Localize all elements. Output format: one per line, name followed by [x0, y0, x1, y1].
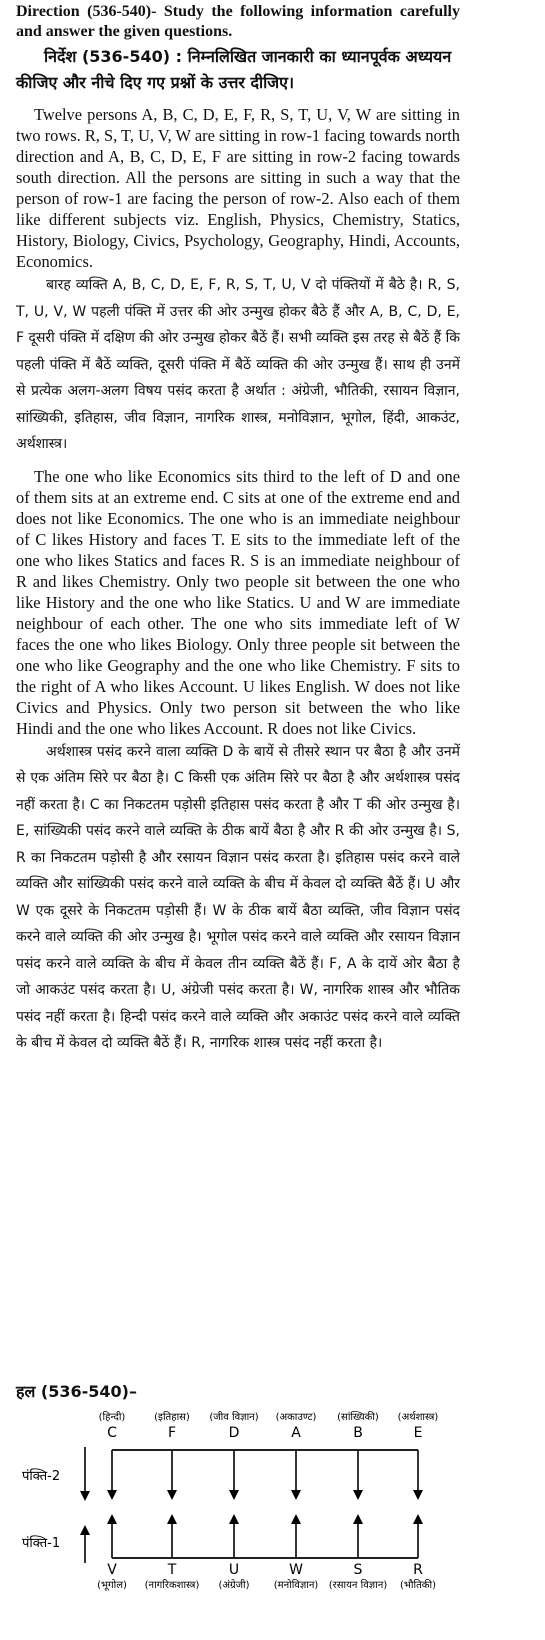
- row2-person-label: B: [353, 1425, 363, 1441]
- row1-person-label: W: [289, 1562, 303, 1578]
- row1-person-label: U: [228, 1562, 240, 1578]
- row2-subject-label: (जीव विज्ञान): [209, 1412, 259, 1423]
- row1-subject-label: (भूगोल): [97, 1580, 127, 1591]
- row2-direction-arrow: [80, 1447, 90, 1501]
- row1-arrow-head: [353, 1514, 363, 1524]
- row2-person-label: A: [291, 1425, 301, 1441]
- direction-heading-english: Direction (536-540)- Study the following information carefully and answer the given questions.: [16, 3, 460, 40]
- row2-subject-label: (अकाउण्ट): [275, 1412, 317, 1423]
- row1-subject-label: (भौतिकी): [400, 1580, 436, 1591]
- seating-diagram: [0, 1395, 545, 1595]
- row2-person-label: C: [107, 1425, 117, 1441]
- row2-subject-label: (इतिहास): [154, 1412, 190, 1423]
- row2-arrow-head: [413, 1490, 423, 1500]
- row1-subject-label: (नागरिकशास्त्र): [144, 1580, 200, 1591]
- direction-heading-hindi: निर्देश (536-540) : निम्नलिखित जानकारी का ध्यानपूर्वक अध्ययन कीजिए और नीचे दिए गए प्रश्नों के उत्तर दीजिए।: [16, 47, 452, 92]
- row1-arrow-head: [291, 1514, 301, 1524]
- row2-subject-label: (हिन्दी): [98, 1412, 126, 1423]
- row2-arrow-head: [167, 1490, 177, 1500]
- row1-subject-label: (मनोविज्ञान): [273, 1580, 319, 1591]
- intro-paragraph-english: Twelve persons A, B, C, D, E, F, R, S, T, U, V, W are sitting in two rows. R, S, T, U, V, W are sitting in row-1 facing towards north direction and A, B, C, D, E, F are sitting in row-2 facing towards south direction. All the persons are sitting in such a way that the person of row-1 are facing the person of row-2. Also each of them like different subjects viz. English, Physics, Chemistry, Statics, History, Biology, Civics, Psychology, Geography, Hindi, Accounts, Economics.: [16, 105, 460, 271]
- intro-paragraph-hindi: बारह व्यक्ति A, B, C, D, E, F, R, S, T, U, V दो पंक्तियों में बैठे है। R, S, T, U, V, W पहली पंक्ति में उत्तर की ओर उन्मुख होकर बैठे हैं और A, B, C, D, E, F दूसरी पंक्ति में दक्षिण की ओर उन्मुख होकर बैठें हैं। सभी व्यक्ति इस तरह से बैठें हैं कि पहली पंक्ति में बैठें व्यक्ति, दूसरी पंक्ति में बैठें व्यक्ति की ओर उन्मुख हैं। साथ ही उनमें से प्रत्येक अलग-अलग विषय पसंद करता है अर्थात : अंग्रेजी, भौतिकी, रसायन विज्ञान, सांख्यिकी, इतिहास, जीव विज्ञान, नागरिक शास्त्र, मनोविज्ञान, भूगोल, हिंदी, आकउंट, अर्थशास्त्र।: [16, 277, 460, 452]
- row2-arrow-head: [107, 1490, 117, 1500]
- row1-person-label: R: [413, 1562, 423, 1578]
- row1-subject-label: (अंग्रेजी): [218, 1580, 250, 1591]
- row2-subject-label: (सांख्यिकी): [337, 1412, 379, 1423]
- row1-arrow-head: [167, 1514, 177, 1524]
- row1-direction-arrow: [80, 1525, 90, 1563]
- conditions-paragraph-english: The one who like Economics sits third to the left of D and one of them sits at an extreme end. C sits at one of the extreme end and does not like Economics. The one who is an immediate neighbour of C likes History and faces T. E sits to the immediate left of the one who likes Statics and faces R. S is an immediate neighbour of R and likes Chemistry. Only two people sit between the one who like History and the one who like Statics. U and W are immediate neighbour of each other. The one who sits immediate left of W faces the one who likes Biology. Only three people sit between the one who like Geography and the one who like Chemistry. F sits to the right of A who likes Account. U likes English. W does not like Civics and Physics. Only two person sit between the who like Hindi and the one who likes Account. R does not like Civics.: [16, 466, 460, 738]
- row2-label: पंक्ति-2: [22, 1469, 61, 1484]
- row1-arrow-head: [229, 1514, 239, 1524]
- row2-person-label: E: [413, 1425, 423, 1441]
- row1-person-label: T: [167, 1562, 177, 1578]
- conditions-paragraph-hindi: अर्थशास्त्र पसंद करने वाला व्यक्ति D के बायें से तीसरे स्थान पर बैठा है और उनमें से एक अंतिम सिरे पर बैठा है। C किसी एक अंतिम सिरे पर बैठा है और अर्थशास्त्र पसंद नहीं करता है। C का निकटतम पड़ोसी इतिहास पसंद करता है और T की ओर उन्मुख है। E, सांख्यिकी पसंद करने वाले व्यक्ति के ठीक बायें बैठा है और R की ओर उन्मुख है। S, R का निकटतम पड़ोसी है और रसायन विज्ञान पसंद करता है। इतिहास पसंद करने वाले व्यक्ति और सांख्यिकी पसंद करने वाले व्यक्ति के बीच में केवल दो व्यक्ति बैठें हैं। U और W एक दूसरे के निकटतम पड़ोसी हैं। W के ठीक बायें बैठा व्यक्ति, जीव विज्ञान पसंद करने वाले व्यक्ति की ओर उन्मुख है। भूगोल पसंद करने वाले व्यक्ति और रसायन विज्ञान पसंद करने वाले व्यक्ति के बीच में केवल तीन व्यक्ति बैठें हैं। F, A के दायें ओर बैठा है जो आकउंट पसंद करता है। U, अंग्रेजी पसंद करता है। W, नागरिक शास्त्र और भौतिक पसंद नहीं करता है। हिन्दी पसंद करने वाले व्यक्ति और अकाउंट पसंद करने वाले व्यक्ति के बीच में केवल दो व्यक्ति बैठें हैं। R, नागरिक शास्त्र पसंद नहीं करता है।: [16, 743, 460, 1051]
- row2-person-label: F: [167, 1425, 177, 1441]
- row1-label: पंक्ति-1: [22, 1536, 61, 1551]
- row2-arrow-head: [291, 1490, 301, 1500]
- solution-title: हल (536-540)–: [16, 1382, 137, 1401]
- row1-person-label: V: [107, 1562, 117, 1578]
- row1-arrow-head: [107, 1514, 117, 1524]
- document-body: [12, 0, 460, 1057]
- row1-subject-label: (रसायन विज्ञान): [328, 1580, 388, 1591]
- row2-arrow-head: [353, 1490, 363, 1500]
- row1-arrow-head: [413, 1514, 423, 1524]
- row2-subject-label: (अर्थशास्त्र): [397, 1412, 439, 1423]
- row2-arrow-head: [229, 1490, 239, 1500]
- row1-person-label: S: [353, 1562, 363, 1578]
- row2-person-label: D: [228, 1425, 240, 1441]
